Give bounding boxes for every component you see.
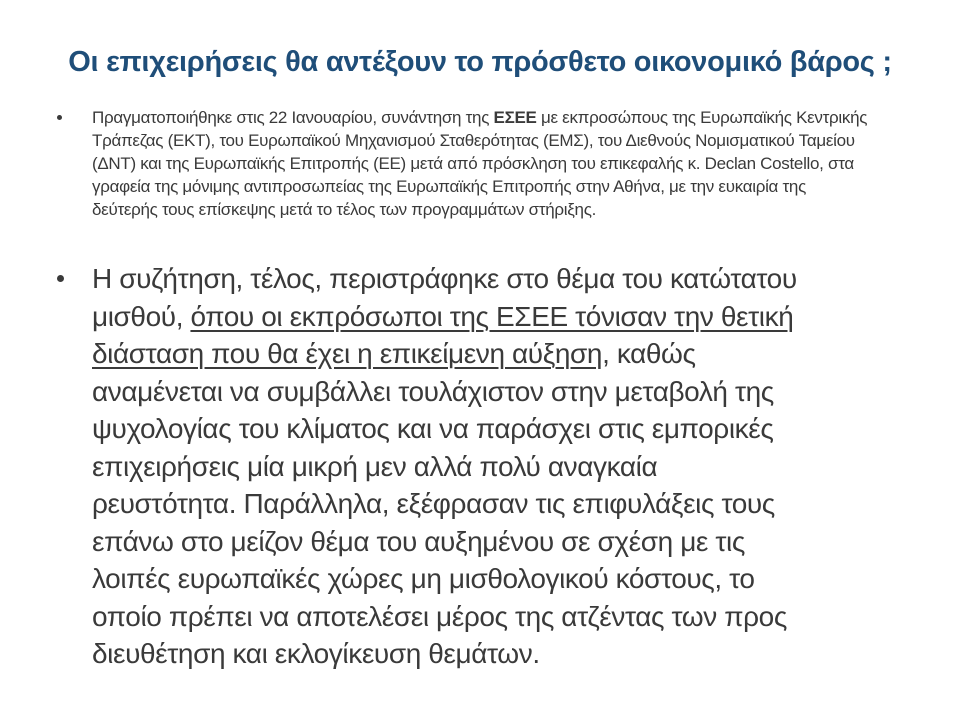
- text-segment: με εκπροσώπους της Ευρωπαϊκής Κεντρικής Τράπεζας (ΕΚΤ), του Ευρωπαϊκού Μηχανισμού Σταθερότητας (ΕΜΣ), του Διεθνούς Νομισματικού Ταμείου (ΔΝΤ) και της Ευρωπαϊκής Επιτροπής (ΕΕ) μετά από πρόσκληση του επικεφαλής κ. Declan Costello, στα γραφεία της μόνιμης αντιπροσωπείας της Ευρωπαϊκής Επιτροπής στην Αθήνα, με την ευκαιρία της δεύτερής τους επίσκεψης μετά το τέλος των προγραμμάτων στήριξης.: [92, 108, 868, 219]
- bullet-item: [57, 260, 960, 673]
- bullet-icon: [57, 275, 64, 282]
- bullet-list: [57, 106, 960, 673]
- bullet-text: [92, 106, 874, 221]
- text-segment: Η συζήτηση, τέλος, περιστράφηκε στο θέμα του κατώτατου μισθού,: [92, 263, 797, 332]
- text-segment: όπου οι εκπρόσωποι της ΕΣΕΕ τόνισαν την θετική διάσταση που θα έχει η επικείμενη αύξηση: [92, 300, 794, 369]
- slide-title: Οι επιχειρήσεις θα αντέξουν το πρόσθετο οικονομικό βάρος ;: [68, 46, 892, 78]
- bullet-item: [57, 106, 960, 221]
- text-segment: Πραγματοποιήθηκε στις 22 Ιανουαρίου, συνάντηση της: [92, 108, 494, 127]
- bullet-icon: [57, 115, 62, 120]
- text-segment: ΕΣΕΕ: [493, 108, 537, 127]
- bullet-text: [92, 260, 798, 673]
- text-segment: , καθώς αναμένεται να συμβάλλει τουλάχιστον στην μεταβολή της ψυχολογίας του κλίματος και να παράσχει στις εμπορικές επιχειρήσεις μία μικρή μεν αλλά πολύ αναγκαία ρευστότητα. Παράλληλα, εξέφρασαν τις επιφυλάξεις τους επάνω στο μείζον θέμα του αυξημένου σε σχέση με τις λοιπές ευρωπαϊκές χώρες μη μισθολογικού κόστους, το οποίο πρέπει να αποτελέσει μέρος της ατζέντας των προς διευθέτηση και εκλογίκευση θεμάτων.: [92, 338, 787, 669]
